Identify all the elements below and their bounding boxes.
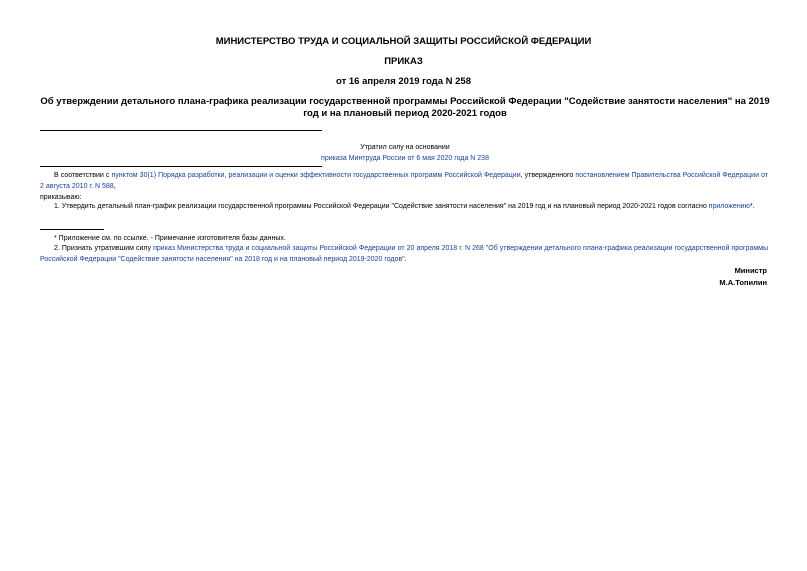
signature-position: Министр — [734, 266, 767, 275]
clause-1-text: 1. Утвердить детальный план-график реализации государственной программы Российской Федерации "Содействие занятости населения" на 2019 год и на плановый период 2020-2021 годов согласно — [54, 203, 709, 210]
repeal-note-line — [250, 153, 560, 164]
clause-1-end: *. — [749, 203, 755, 210]
footnote: * Приложение см. по ссылке. - Примечание изготовителя базы данных. — [54, 235, 286, 242]
signature-name: М.А.Топилин — [719, 278, 767, 287]
footnote-divider — [40, 229, 104, 230]
repeal-note: Утратил силу на основании — [360, 144, 450, 151]
header-divider — [40, 130, 322, 131]
clause-1 — [40, 202, 768, 213]
document-type: ПРИКАЗ — [384, 56, 423, 67]
appendix-link[interactable]: приложению — [708, 203, 750, 210]
preamble-text-a: В соответствии с — [54, 172, 112, 179]
repealed-order-link[interactable]: приказ Министерства труда и социальной защиты Российской Федерации от 20 апреля 2018 г. N 268 "Об утверждении детального плана-графика реализации государственной программы Российской Федерации "Содействие занятости населения" на 2018 год и на плановый период 2019-2020 годов" — [40, 245, 768, 263]
document-subject: Об утверждении детального плана-графика реализации государственной программы Российской Федерации "Содействие занятости населения" на 2019 год и на плановый период 2020-2021 годов — [40, 96, 770, 119]
clause-2-text: 2. Признать утратившим силу — [54, 245, 154, 252]
clause-2 — [40, 244, 768, 265]
procedure-link[interactable]: пунктом 30(1) Порядка разработки, реализации и оценки эффективности государственных программ Российской Федерации — [111, 172, 521, 179]
repeal-order-link[interactable]: приказа Минтруда России от 6 мая 2020 года N 238 — [321, 155, 489, 162]
preamble-text-b: , утвержденного — [520, 172, 576, 179]
clause-2-end: . — [404, 255, 407, 263]
ministry-heading: МИНИСТЕРСТВО ТРУДА И СОЦИАЛЬНОЙ ЗАЩИТЫ РОССИЙСКОЙ ФЕДЕРАЦИИ — [215, 36, 592, 47]
order-word: приказываю: — [40, 194, 82, 201]
document-date-number: от 16 апреля 2019 года N 258 — [336, 76, 471, 87]
government-resolution-link[interactable]: постановлением Правительства Российской Федерации от 2 августа 2010 г. N 588 — [40, 172, 769, 190]
repeal-divider — [40, 166, 322, 167]
preamble-text-c: , — [113, 182, 116, 190]
preamble-paragraph — [40, 171, 768, 192]
